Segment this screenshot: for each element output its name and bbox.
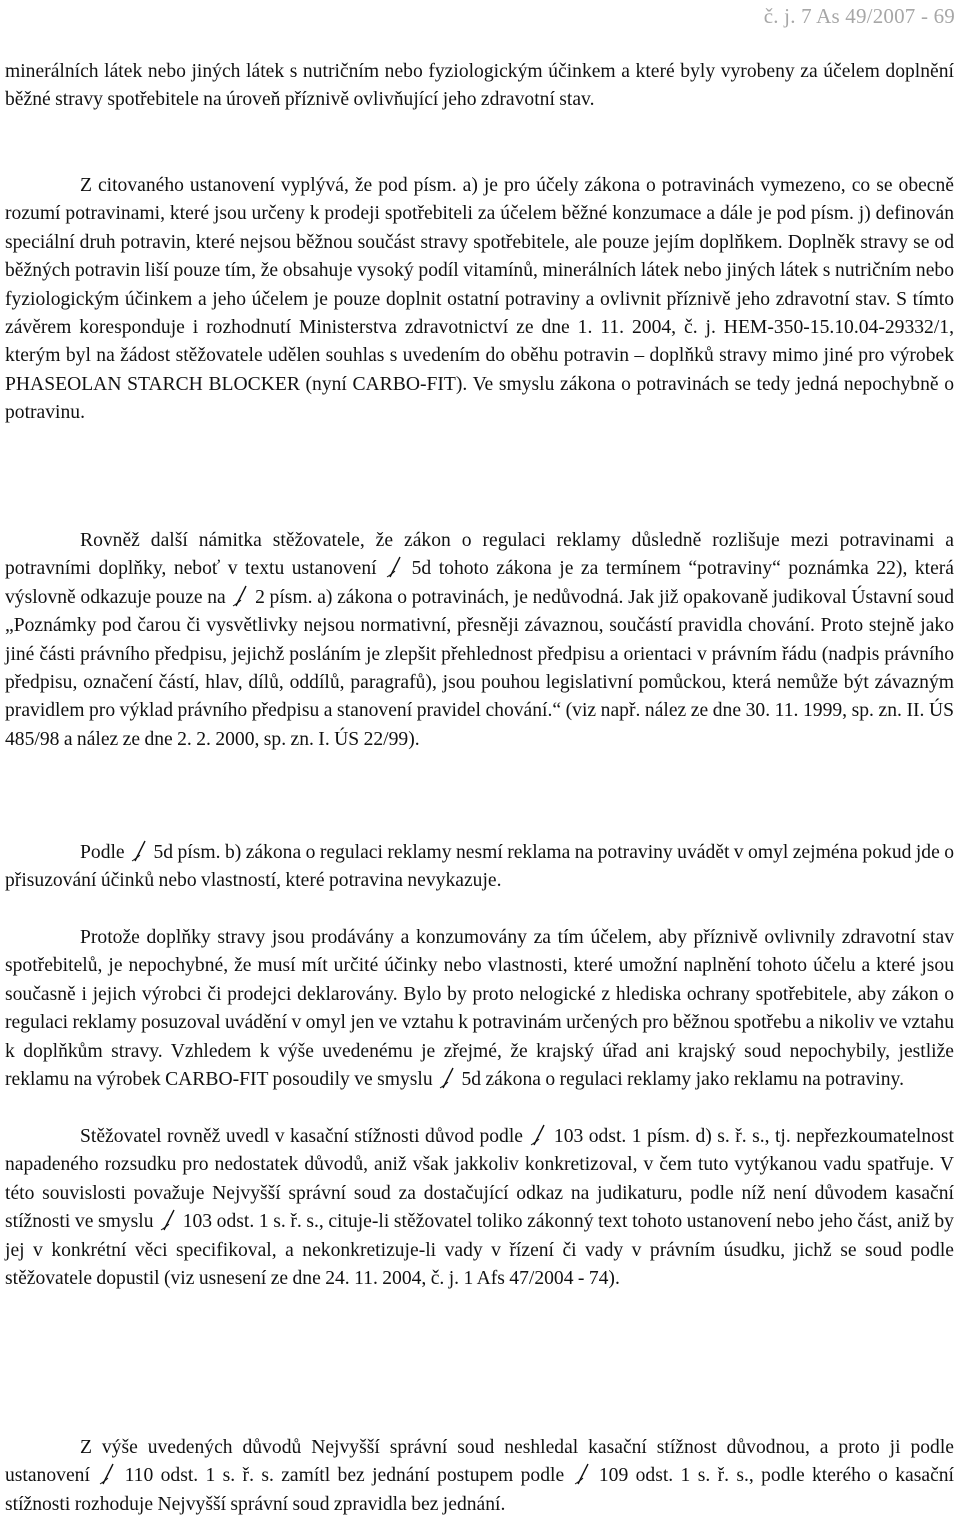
section-symbol-icon xyxy=(529,1123,547,1147)
section-symbol-icon xyxy=(573,1462,591,1486)
paragraph-7-text-c: 109 odst. 1 s. ř. s., podle kterého o kasační stížnosti rozhoduje Nejvyšší správní soud zpravidla bez jednání. xyxy=(5,1465,955,1515)
paragraph-4-text-a: Podle xyxy=(80,842,130,863)
paragraph-6 xyxy=(5,1123,954,1293)
section-symbol-icon xyxy=(159,1208,177,1232)
paragraph-7 xyxy=(5,1434,954,1519)
section-symbol-icon xyxy=(130,839,148,863)
section-symbol-icon xyxy=(231,584,249,608)
paragraph-3-text-b: 5d tohoto zákona je za termínem “potraviny“ poznámka 22), která výslovně odkazuje pouze na xyxy=(5,558,955,608)
paragraph-3-text-a: Rovněž další námitka stěžovatele, že zákon o regulaci reklamy důsledně rozlišuje mezi potravinami a potravními doplňky, neboť v textu ustanovení xyxy=(5,530,954,580)
paragraph-4 xyxy=(5,839,954,896)
paragraph-5-text-b: 5d zákona o regulaci reklamy jako reklamu na potraviny. xyxy=(457,1069,904,1091)
case-reference-header: č. j. 7 As 49/2007 - 69 xyxy=(763,4,955,28)
paragraph-4-text-b: 5d písm. b) zákona o regulaci reklamy nesmí reklama na potraviny uvádět v omyl zejména pokud jde o přisuzování účinků nebo vlastností, které potravina nevykazuje. xyxy=(5,842,955,892)
paragraph-5-text-a: Protože doplňky stravy jsou prodávány a konzumovány za tím účelem, aby příznivě ovlivnily zdravotní stav spotřebitelů, je nepochybné, že musí mít určité účinky nebo vlastnosti, které umožní naplnění tohoto účelu a které jsou současně i jejich výrobci či prodejci deklarovány. Bylo by proto nelogické z hlediska ochrany spotřebitele, aby zákon o regulaci reklamy posuzoval uvádění v omyl jen ve vztahu k potravinám určených pro běžnou spotřebu a nikoliv ve vztahu k doplňkům stravy. Vzhledem k výše uvedenému je zřejmé, že krajský úřad ani krajský soud nepochybily, jestliže reklamu na výrobek CARBO-FIT posoudily ve smyslu xyxy=(5,927,954,1091)
paragraph-6-text-b: 103 odst. 1 písm. d) s. ř. s., tj. nepřezkoumatelnost napadeného rozsudku pro nedostatek důvodů, aniž však jakkoliv konkretizoval, v čem tuto vytýkanou vadu spatřuje. V této souvislosti považuje Nejvyšší správní soud za dostačující odkaz na judikaturu, podle níž není důvodem kasační stížnosti ve smyslu xyxy=(5,1126,954,1233)
paragraph-7-text-a: Z výše uvedených důvodů Nejvyšší správní soud neshledal kasační stížnost důvodnou, a proto ji podle ustanovení xyxy=(5,1437,954,1487)
paragraph-3-text-c: 2 písm. a) zákona o potravinách, je nedůvodná. Jak již opakovaně judikoval Ústavní soud „Poznámky pod čarou či vysvětlivky nejsou normativní, přesněji závaznou, součástí pravidla chování. Proto stejně jako jiné části právního předpisu, jejichž posláním je zlepšit přehlednost předpisu a orientaci v právním řádu (nadpis právního předpisu, označení částí, hlav, dílů, oddílů, paragrafů), jsou pouhou legislativní pomůckou, která nemůže být závazným pravidlem pro výklad právního předpisu a stanovení pravidel chování.“ (viz např. nález ze dne 30. 11. 1999, sp. zn. II. ÚS 485/98 a nález ze dne 2. 2. 2000, sp. zn. I. ÚS 22/99). xyxy=(5,586,954,750)
paragraph-6-text-c: 103 odst. 1 s. ř. s., cituje-li stěžovatel toliko zákonný text tohoto ustanovení nebo jeho část, aniž by jej v konkrétní věci specifikoval, a nekonkretizuje-li vady v řízení či vady v právním úsudku, jichž se soud podle stěžovatele dopustil (viz usnesení ze dne 24. 11. 2004, č. j. 1 Afs 47/2004 - 74). xyxy=(5,1211,954,1290)
paragraph-7-text-b: 110 odst. 1 s. ř. s. zamítl bez jednání postupem podle xyxy=(117,1465,572,1487)
paragraph-2: Z citovaného ustanovení vyplývá, že pod písm. a) je pro účely zákona o potravinách vymezeno, co se obecně rozumí potravinami, které jsou určeny k prodeji spotřebiteli za účelem běžné konzumace a dále je pod písm. j) definován speciální druh potravin, které nejsou běžnou součást stravy spotřebitele, ale pouze jejím doplňkem. Doplněk stravy se od běžných potravin liší pouze tím, že obsahuje vysoký podíl vitamínů, minerálních látek nebo jiných látek s nutričním nebo fyziologickým účinkem a jeho účelem je pouze doplnit ostatní potraviny a ovlivnit příznivě jeho zdravotní stav. S tímto závěrem koresponduje i rozhodnutí Ministerstva zdravotnictví ze dne 1. 11. 2004, č. j. HEM-350-15.10.04-29332/1, kterým byl na žádost stěžovatele udělen souhlas s uvedením do oběhu potravin – doplňků stravy mimo jiné pro výrobek PHASEOLAN STARCH BLOCKER (nyní CARBO-FIT). Ve smyslu zákona o potravinách se tedy jedná nepochybně o potravinu. xyxy=(5,175,954,424)
paragraph-1: minerálních látek nebo jiných látek s nutričním nebo fyziologickým účinkem a které byly vyrobeny za účelem doplnění běžné stravy spotřebitele na úroveň příznivě ovlivňující jeho zdravotní stav. xyxy=(5,61,954,111)
paragraph-5 xyxy=(5,924,954,1094)
section-symbol-icon xyxy=(98,1462,116,1486)
section-symbol-icon xyxy=(438,1066,456,1090)
paragraph-3 xyxy=(5,527,954,754)
section-symbol-icon xyxy=(385,555,403,579)
paragraph-6-text-a: Stěžovatel rovněž uvedl v kasační stížnosti důvod podle xyxy=(80,1126,529,1147)
